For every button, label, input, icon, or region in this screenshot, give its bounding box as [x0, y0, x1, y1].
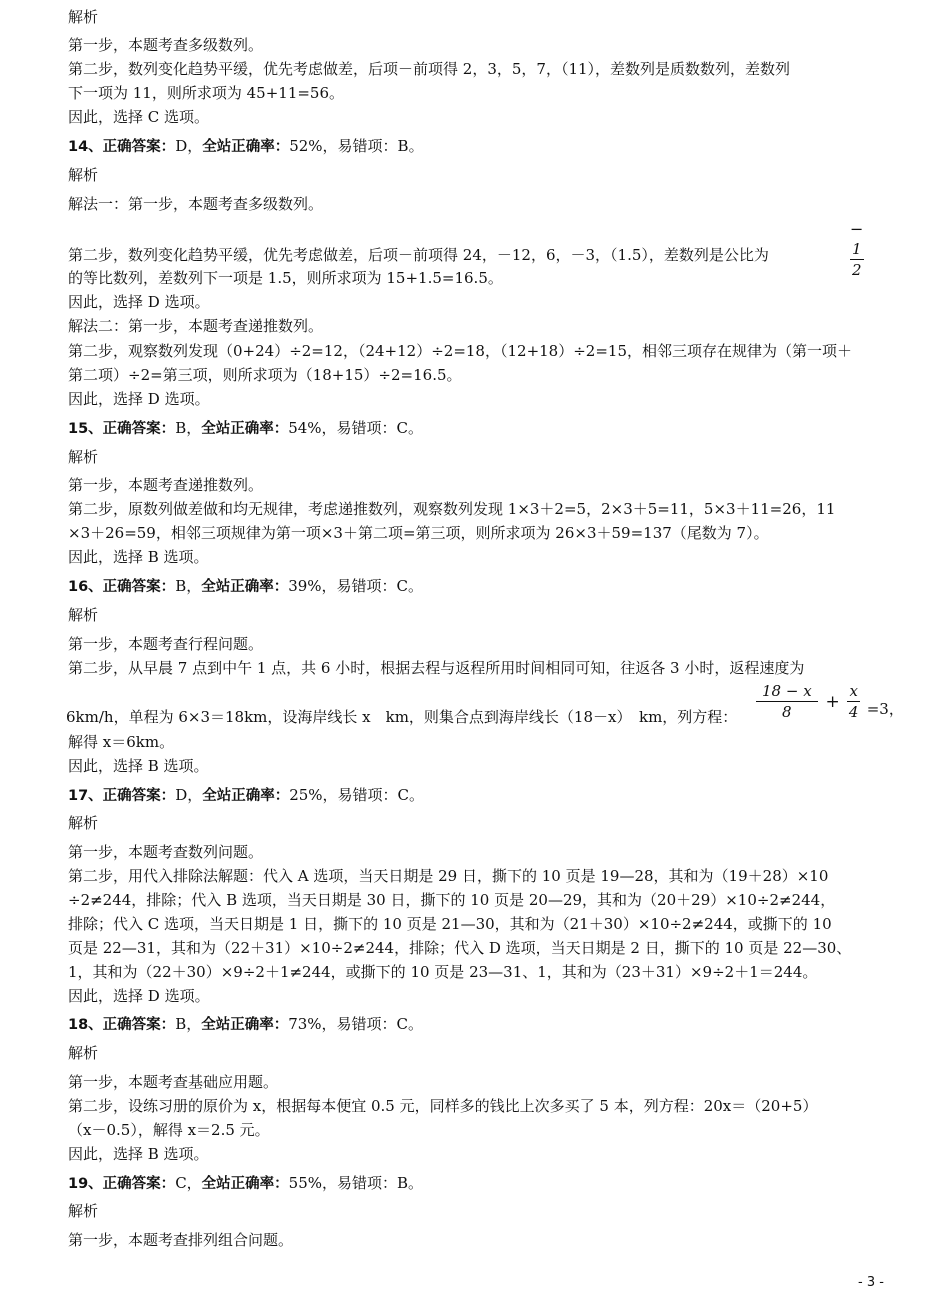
answer-label: 18、正确答案： — [68, 1017, 176, 1033]
answer-label: 15、正确答案： — [68, 421, 176, 437]
paragraph: 因此，选择 B 选项。 — [68, 1145, 209, 1163]
rate-label: 全站正确率： — [201, 1017, 289, 1033]
fraction-numerator: 1 — [852, 239, 862, 258]
paragraph: 1，其和为（22＋30）×9÷2＋1≠244，或撕下的 10 页是 23—31、1，其和为（23＋31）×9÷2＋1＝244。 — [68, 963, 818, 981]
rate-value: 55%，易错项：B。 — [288, 1174, 424, 1192]
fraction-denominator: 2 — [852, 260, 862, 279]
rate-value: 54%，易错项：C。 — [288, 419, 424, 437]
paragraph: 第二步，观察数列发现（0+24）÷2=12，（24+12）÷2=18，（12+18）÷2=15，相邻三项存在规律为（第一项＋ — [68, 342, 852, 360]
answer-label: 16、正确答案： — [68, 579, 176, 595]
rate-value: 52%，易错项：B。 — [289, 137, 424, 155]
paragraph: 下一项为 11，则所求项为 45+11=56。 — [68, 84, 345, 102]
paragraph: 第一步，本题考查递推数列。 — [68, 476, 264, 494]
answer-header-19 — [68, 1172, 880, 1194]
paragraph: 因此，选择 D 选项。 — [68, 987, 210, 1005]
answer-value: D， — [175, 786, 203, 804]
rate-value: 25%，易错项：C。 — [289, 786, 425, 804]
paragraph: 的等比数列，差数列下一项是 1.5，则所求项为 15+1.5=16.5。 — [68, 269, 503, 287]
rate-label: 全站正确率： — [201, 1176, 289, 1192]
analysis-label: 解析 — [68, 606, 99, 624]
answer-header-15 — [68, 417, 880, 439]
paragraph: （x－0.5），解得 x＝2.5 元。 — [68, 1121, 270, 1139]
rate-label: 全站正确率： — [202, 139, 290, 155]
answer-label: 14、正确答案： — [68, 139, 176, 155]
paragraph: 第一步，本题考查多级数列。 — [68, 36, 264, 54]
paragraph: 第一步，本题考查数列问题。 — [68, 843, 264, 861]
fraction — [847, 681, 859, 722]
rate-label: 全站正确率： — [201, 421, 289, 437]
paragraph: 第二步，数列变化趋势平缓，优先考虑做差，后项－前项得 2，3，5，7，（11），差数列是质数数列，差数列 — [68, 60, 791, 78]
fraction-sign: − — [850, 219, 864, 239]
paragraph: 因此，选择 D 选项。 — [68, 390, 210, 408]
answer-header-18 — [68, 1013, 880, 1035]
answer-value: D， — [175, 137, 203, 155]
paragraph: 页是 22—31，其和为（22＋31）×10÷2≠244，排除；代入 D 选项，当天日期是 2 日，撕下的 10 页是 22—30、 — [68, 939, 852, 957]
paragraph: 因此，选择 D 选项。 — [68, 293, 210, 311]
answer-header-17 — [68, 784, 880, 806]
equation-result: =3， — [866, 699, 904, 718]
answer-label: 19、正确答案： — [68, 1176, 176, 1192]
paragraph: 因此，选择 B 选项。 — [68, 548, 209, 566]
fraction — [756, 681, 818, 722]
paragraph: 第二步，用代入排除法解题：代入 A 选项，当天日期是 29 日，撕下的 10 页是 19—28，其和为（19＋28）×10 — [68, 867, 829, 885]
fraction-numerator: x — [849, 682, 858, 700]
answer-value: B， — [175, 1015, 202, 1033]
answer-value: C， — [175, 1174, 202, 1192]
analysis-label: 解析 — [68, 1044, 99, 1062]
analysis-label: 解析 — [68, 814, 99, 832]
paragraph: 第一步，本题考查排列组合问题。 — [68, 1231, 294, 1249]
plus-sign: + — [825, 691, 840, 712]
analysis-label: 解析 — [68, 1202, 99, 1220]
rate-label: 全站正确率： — [201, 579, 289, 595]
answer-header-16 — [68, 575, 880, 597]
answer-value: B， — [175, 419, 202, 437]
paragraph: 解法一：第一步，本题考查多级数列。 — [68, 195, 324, 213]
analysis-label: 解析 — [68, 8, 99, 26]
paragraph: 第二步，从早晨 7 点到中午 1 点，共 6 小时，根据去程与返程所用时间相同可知，往返各 3 小时，返程速度为 — [68, 659, 805, 677]
fraction-denominator: 4 — [848, 703, 859, 721]
paragraph: 解法二：第一步，本题考查递推数列。 — [68, 317, 324, 335]
paragraph: ×3＋26=59，相邻三项规律为第一项×3＋第二项=第三项，则所求项为 26×3＋59=137（尾数为 7）。 — [68, 524, 769, 542]
answer-label: 17、正确答案： — [68, 788, 176, 804]
analysis-label: 解析 — [68, 448, 99, 466]
paragraph: 因此，选择 C 选项。 — [68, 108, 210, 126]
answer-header-14 — [68, 135, 880, 157]
paragraph: 排除；代入 C 选项，当天日期是 1 日，撕下的 10 页是 21—30，其和为（21＋30）×10÷2≠244，或撕下的 10 — [68, 915, 832, 933]
analysis-label: 解析 — [68, 166, 99, 184]
fraction-numerator: 18 − x — [756, 681, 818, 702]
page-number: - 3 - — [858, 1275, 884, 1290]
answer-value: B， — [175, 577, 202, 595]
paragraph: 6km/h，单程为 6×3＝18km，设海岸线长 x km，则集合点到海岸线长（18－x） km，列方程： — [66, 708, 738, 726]
paragraph: 第二步，原数列做差做和均无规律，考虑递推数列，观察数列发现 1×3＋2=5，2×3＋5=11，5×3＋11=26，11 — [68, 500, 836, 518]
paragraph: 第二步，设练习册的原价为 x，根据每本便宜 0.5 元，同样多的钱比上次多买了 5 本，列方程：20x＝（20+5） — [68, 1097, 818, 1115]
paragraph: 第一步，本题考查行程问题。 — [68, 635, 264, 653]
rate-label: 全站正确率： — [202, 788, 290, 804]
equation — [756, 681, 904, 722]
paragraph: 第一步，本题考查基础应用题。 — [68, 1073, 279, 1091]
paragraph: 因此，选择 B 选项。 — [68, 757, 209, 775]
paragraph: 第二项）÷2=第三项，则所求项为（18+15）÷2=16.5。 — [68, 366, 462, 384]
rate-value: 39%，易错项：C。 — [288, 577, 424, 595]
paragraph: ÷2≠244，排除；代入 B 选项，当天日期是 30 日，撕下的 10 页是 20—29，其和为（20＋29）×10÷2≠244， — [68, 891, 836, 909]
fraction-denominator: 8 — [782, 703, 792, 721]
paragraph: 第二步，数列变化趋势平缓，优先考虑做差，后项－前项得 24，－12，6，－3，（1.5），差数列是公比为 — [68, 246, 769, 264]
paragraph: 解得 x＝6km。 — [68, 733, 175, 751]
rate-value: 73%，易错项：C。 — [288, 1015, 424, 1033]
